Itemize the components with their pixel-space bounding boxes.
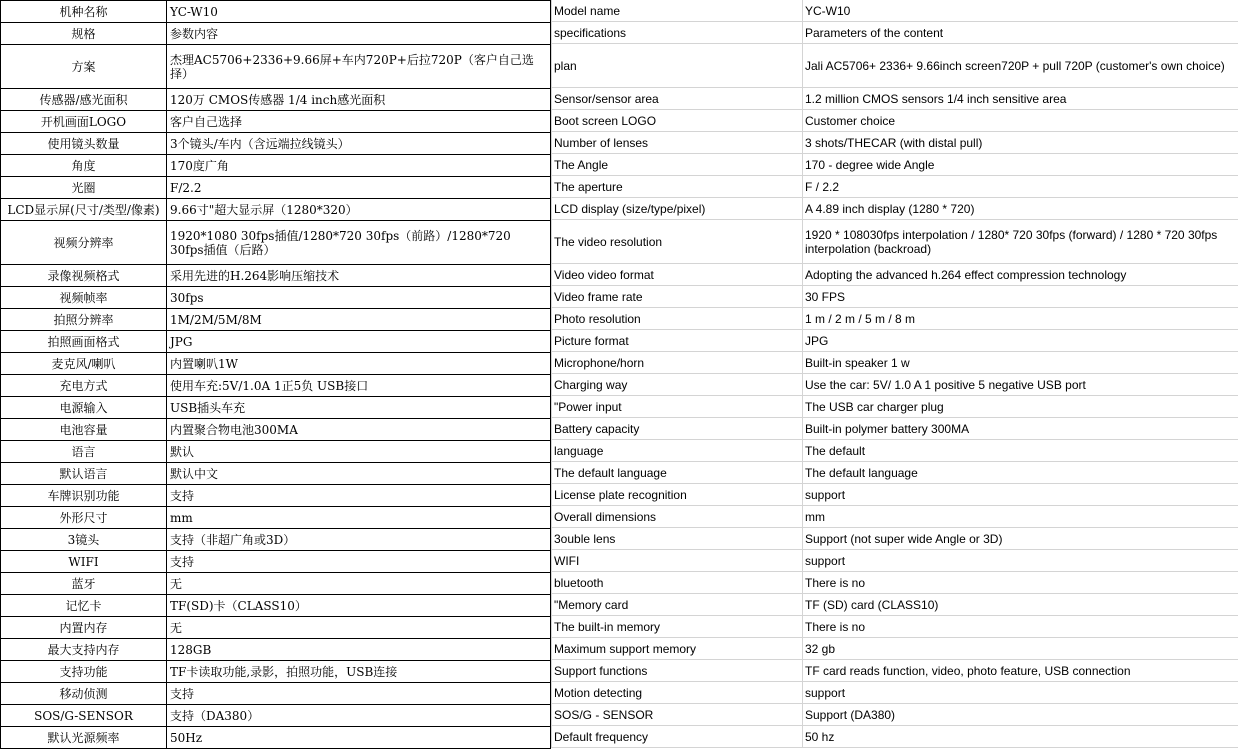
cn-label-cell[interactable]: 角度 <box>1 155 167 177</box>
cn-value-cell[interactable]: TF(SD)卡（CLASS10） <box>167 595 551 617</box>
cn-label-cell[interactable]: 移动侦测 <box>1 683 167 705</box>
table-row <box>1 221 551 265</box>
en-label-cell[interactable]: "Power input <box>552 396 803 418</box>
cn-label-cell[interactable]: 视频帧率 <box>1 287 167 309</box>
cn-value-cell[interactable]: USB插头车充 <box>167 397 551 419</box>
table-row <box>552 572 1238 594</box>
en-label-cell[interactable]: Overall dimensions <box>552 506 803 528</box>
table-row <box>1 683 551 705</box>
cn-label-cell[interactable]: 默认光源频率 <box>1 727 167 749</box>
en-value-cell[interactable]: Built-in speaker 1 w <box>803 352 1238 374</box>
table-row <box>552 330 1238 352</box>
cn-label-cell[interactable]: 拍照画面格式 <box>1 331 167 353</box>
en-value-cell[interactable]: F / 2.2 <box>803 176 1238 198</box>
en-value-cell[interactable]: Customer choice <box>803 110 1238 132</box>
cn-label-cell[interactable]: 光圈 <box>1 177 167 199</box>
table-row <box>1 177 551 199</box>
cn-value-cell[interactable]: 支持 <box>167 551 551 573</box>
table-row <box>552 594 1238 616</box>
cn-value-cell[interactable]: 客户自己选择 <box>167 111 551 133</box>
table-row <box>1 441 551 463</box>
table-row <box>1 485 551 507</box>
cn-value-cell[interactable]: 50Hz <box>167 727 551 749</box>
table-row <box>552 528 1238 550</box>
en-value-cell[interactable]: 1.2 million CMOS sensors 1/4 inch sensitive area <box>803 88 1238 110</box>
cn-label-cell[interactable]: 方案 <box>1 45 167 89</box>
cn-label-cell[interactable]: LCD显示屏(尺寸/类型/像素) <box>1 199 167 221</box>
cn-value-cell[interactable]: 支持 <box>167 485 551 507</box>
en-value-cell[interactable]: Built-in polymer battery 300MA <box>803 418 1238 440</box>
cn-label-cell[interactable]: 麦克风/喇叭 <box>1 353 167 375</box>
en-label-cell[interactable]: The video resolution <box>552 220 803 264</box>
en-value-cell[interactable]: support <box>803 484 1238 506</box>
table-row <box>552 44 1238 88</box>
cn-label-cell[interactable]: 规格 <box>1 23 167 45</box>
en-label-cell[interactable]: 3ouble lens <box>552 528 803 550</box>
en-value-cell[interactable]: JPG <box>803 330 1238 352</box>
table-row <box>552 286 1238 308</box>
cn-label-cell[interactable]: 记忆卡 <box>1 595 167 617</box>
en-label-cell[interactable]: Number of lenses <box>552 132 803 154</box>
en-label-cell[interactable]: Model name <box>552 0 803 22</box>
cn-value-cell[interactable]: YC-W10 <box>167 1 551 23</box>
cn-value-cell[interactable]: 内置喇叭1W <box>167 353 551 375</box>
table-row <box>1 89 551 111</box>
table-row <box>1 529 551 551</box>
en-value-cell[interactable]: Adopting the advanced h.264 effect compression technology <box>803 264 1238 286</box>
table-row <box>552 220 1238 264</box>
table-row <box>552 660 1238 682</box>
cn-value-cell[interactable]: 9.66寸"超大显示屏（1280*320） <box>167 199 551 221</box>
table-row <box>1 309 551 331</box>
table-row <box>1 661 551 683</box>
table-row <box>552 484 1238 506</box>
en-value-cell[interactable]: Jali AC5706+ 2336+ 9.66inch screen720P + pull 720P (customer's own choice) <box>803 44 1238 88</box>
cn-label-cell[interactable]: 充电方式 <box>1 375 167 397</box>
en-label-cell[interactable]: The Angle <box>552 154 803 176</box>
table-row <box>1 133 551 155</box>
en-label-cell[interactable]: Video frame rate <box>552 286 803 308</box>
en-label-cell[interactable]: Charging way <box>552 374 803 396</box>
cn-label-cell[interactable]: 默认语言 <box>1 463 167 485</box>
cn-value-cell[interactable]: 120万 CMOS传感器 1/4 inch感光面积 <box>167 89 551 111</box>
en-label-cell[interactable]: plan <box>552 44 803 88</box>
en-value-cell[interactable]: 30 FPS <box>803 286 1238 308</box>
en-label-cell[interactable]: The built-in memory <box>552 616 803 638</box>
table-row <box>552 88 1238 110</box>
en-value-cell[interactable]: YC-W10 <box>803 0 1238 22</box>
cn-label-cell[interactable]: 3镜头 <box>1 529 167 551</box>
chinese-spec-table <box>0 0 551 749</box>
table-row <box>552 462 1238 484</box>
cn-value-cell[interactable]: 1920*1080 30fps插值/1280*720 30fps（前路）/1280*720 30fps插值（后路） <box>167 221 551 265</box>
table-row <box>552 638 1238 660</box>
cn-value-cell[interactable]: 支持（DA380） <box>167 705 551 727</box>
table-row <box>552 616 1238 638</box>
cn-value-cell[interactable]: 30fps <box>167 287 551 309</box>
table-row <box>552 704 1238 726</box>
table-row <box>1 45 551 89</box>
cn-value-cell[interactable]: 默认中文 <box>167 463 551 485</box>
cn-value-cell[interactable]: 参数内容 <box>167 23 551 45</box>
cn-label-cell[interactable]: 开机画面LOGO <box>1 111 167 133</box>
table-row <box>552 198 1238 220</box>
table-row <box>552 0 1238 22</box>
en-label-cell[interactable]: Boot screen LOGO <box>552 110 803 132</box>
cn-value-cell[interactable]: 默认 <box>167 441 551 463</box>
en-label-cell[interactable]: LCD display (size/type/pixel) <box>552 198 803 220</box>
cn-value-cell[interactable]: 使用车充:5V/1.0A 1正5负 USB接口 <box>167 375 551 397</box>
en-label-cell[interactable]: Battery capacity <box>552 418 803 440</box>
table-row <box>1 265 551 287</box>
cn-value-cell[interactable]: 无 <box>167 617 551 639</box>
en-label-cell[interactable]: WIFI <box>552 550 803 572</box>
table-row <box>552 682 1238 704</box>
table-row <box>1 507 551 529</box>
en-label-cell[interactable]: Microphone/horn <box>552 352 803 374</box>
table-row <box>552 132 1238 154</box>
en-value-cell[interactable]: 32 gb <box>803 638 1238 660</box>
cn-value-cell[interactable]: 支持（非超广角或3D） <box>167 529 551 551</box>
cn-label-cell[interactable]: 车牌识别功能 <box>1 485 167 507</box>
table-row <box>1 397 551 419</box>
cn-label-cell[interactable]: 电池容量 <box>1 419 167 441</box>
en-label-cell[interactable]: "Memory card <box>552 594 803 616</box>
en-label-cell[interactable]: specifications <box>552 22 803 44</box>
table-row <box>1 1 551 23</box>
table-row <box>552 550 1238 572</box>
english-spec-table <box>551 0 1238 748</box>
en-value-cell[interactable]: 3 shots/THECAR (with distal pull) <box>803 132 1238 154</box>
cn-value-cell[interactable]: TF卡读取功能,录影，拍照功能，USB连接 <box>167 661 551 683</box>
table-row <box>1 727 551 749</box>
cn-value-cell[interactable]: 杰理AC5706+2336+9.66屏+车内720P+后拉720P（客户自己选择） <box>167 45 551 89</box>
cn-value-cell[interactable]: 无 <box>167 573 551 595</box>
en-label-cell[interactable]: Support functions <box>552 660 803 682</box>
en-value-cell[interactable]: There is no <box>803 572 1238 594</box>
table-row <box>552 396 1238 418</box>
en-value-cell[interactable]: The default language <box>803 462 1238 484</box>
cn-label-cell[interactable]: SOS/G-SENSOR <box>1 705 167 727</box>
table-row <box>1 353 551 375</box>
cn-value-cell[interactable]: 170度广角 <box>167 155 551 177</box>
table-row <box>1 155 551 177</box>
en-label-cell[interactable]: Default frequency <box>552 726 803 748</box>
en-label-cell[interactable]: bluetooth <box>552 572 803 594</box>
table-row <box>1 573 551 595</box>
en-label-cell[interactable]: The aperture <box>552 176 803 198</box>
cn-label-cell[interactable]: 拍照分辨率 <box>1 309 167 331</box>
en-label-cell[interactable]: Picture format <box>552 330 803 352</box>
table-row <box>552 374 1238 396</box>
cn-label-cell[interactable]: 录像视频格式 <box>1 265 167 287</box>
en-value-cell[interactable]: TF (SD) card (CLASS10) <box>803 594 1238 616</box>
table-row <box>1 617 551 639</box>
cn-label-cell[interactable]: 支持功能 <box>1 661 167 683</box>
table-row <box>1 111 551 133</box>
cn-label-cell[interactable]: WIFI <box>1 551 167 573</box>
table-row <box>552 308 1238 330</box>
table-row <box>1 23 551 45</box>
cn-value-cell[interactable]: 内置聚合物电池300MA <box>167 419 551 441</box>
en-label-cell[interactable]: Video video format <box>552 264 803 286</box>
cn-label-cell[interactable]: 机种名称 <box>1 1 167 23</box>
en-value-cell[interactable]: 50 hz <box>803 726 1238 748</box>
table-row <box>1 639 551 661</box>
cn-label-cell[interactable]: 最大支持内存 <box>1 639 167 661</box>
cn-value-cell[interactable]: 128GB <box>167 639 551 661</box>
table-row <box>552 726 1238 748</box>
en-label-cell[interactable]: Maximum support memory <box>552 638 803 660</box>
cn-label-cell[interactable]: 语言 <box>1 441 167 463</box>
en-value-cell[interactable]: 170 - degree wide Angle <box>803 154 1238 176</box>
en-label-cell[interactable]: The default language <box>552 462 803 484</box>
table-row <box>1 595 551 617</box>
en-label-cell[interactable]: Motion detecting <box>552 682 803 704</box>
cn-label-cell[interactable]: 传感器/感光面积 <box>1 89 167 111</box>
cn-value-cell[interactable]: F/2.2 <box>167 177 551 199</box>
cn-value-cell[interactable]: 3个镜头/车内（含远端拉线镜头） <box>167 133 551 155</box>
en-value-cell[interactable]: The default <box>803 440 1238 462</box>
table-row <box>1 705 551 727</box>
table-row <box>1 199 551 221</box>
table-row <box>552 418 1238 440</box>
table-row <box>1 419 551 441</box>
cn-label-cell[interactable]: 视频分辨率 <box>1 221 167 265</box>
cn-label-cell[interactable]: 蓝牙 <box>1 573 167 595</box>
en-value-cell[interactable]: support <box>803 682 1238 704</box>
cn-label-cell[interactable]: 内置内存 <box>1 617 167 639</box>
en-label-cell[interactable]: Photo resolution <box>552 308 803 330</box>
en-value-cell[interactable]: Support (DA380) <box>803 704 1238 726</box>
table-row <box>552 264 1238 286</box>
en-label-cell[interactable]: License plate recognition <box>552 484 803 506</box>
cn-value-cell[interactable]: 1M/2M/5M/8M <box>167 309 551 331</box>
table-row <box>552 22 1238 44</box>
table-row <box>552 154 1238 176</box>
en-value-cell[interactable]: A 4.89 inch display (1280 * 720) <box>803 198 1238 220</box>
en-value-cell[interactable]: 1920 * 108030fps interpolation / 1280* 720 30fps (forward) / 1280 * 720 30fps interpolation (backroad) <box>803 220 1238 264</box>
table-row <box>552 352 1238 374</box>
table-row <box>1 331 551 353</box>
cn-value-cell[interactable]: mm <box>167 507 551 529</box>
en-label-cell[interactable]: Sensor/sensor area <box>552 88 803 110</box>
cn-label-cell[interactable]: 外形尺寸 <box>1 507 167 529</box>
en-value-cell[interactable]: 1 m / 2 m / 5 m / 8 m <box>803 308 1238 330</box>
table-row <box>552 110 1238 132</box>
en-value-cell[interactable]: Parameters of the content <box>803 22 1238 44</box>
en-value-cell[interactable]: The USB car charger plug <box>803 396 1238 418</box>
cn-value-cell[interactable]: JPG <box>167 331 551 353</box>
en-value-cell[interactable]: mm <box>803 506 1238 528</box>
cn-label-cell[interactable]: 使用镜头数量 <box>1 133 167 155</box>
table-row <box>552 440 1238 462</box>
cn-value-cell[interactable]: 支持 <box>167 683 551 705</box>
table-row <box>1 287 551 309</box>
en-value-cell[interactable]: Support (not super wide Angle or 3D) <box>803 528 1238 550</box>
table-row <box>1 375 551 397</box>
table-row <box>1 551 551 573</box>
cn-value-cell[interactable]: 采用先进的H.264影响压缩技术 <box>167 265 551 287</box>
table-row <box>1 463 551 485</box>
table-row <box>552 176 1238 198</box>
en-value-cell[interactable]: Use the car: 5V/ 1.0 A 1 positive 5 negative USB port <box>803 374 1238 396</box>
en-value-cell[interactable]: There is no <box>803 616 1238 638</box>
en-label-cell[interactable]: SOS/G - SENSOR <box>552 704 803 726</box>
en-value-cell[interactable]: TF card reads function, video, photo feature, USB connection <box>803 660 1238 682</box>
en-label-cell[interactable]: language <box>552 440 803 462</box>
cn-label-cell[interactable]: 电源输入 <box>1 397 167 419</box>
en-value-cell[interactable]: support <box>803 550 1238 572</box>
table-row <box>552 506 1238 528</box>
